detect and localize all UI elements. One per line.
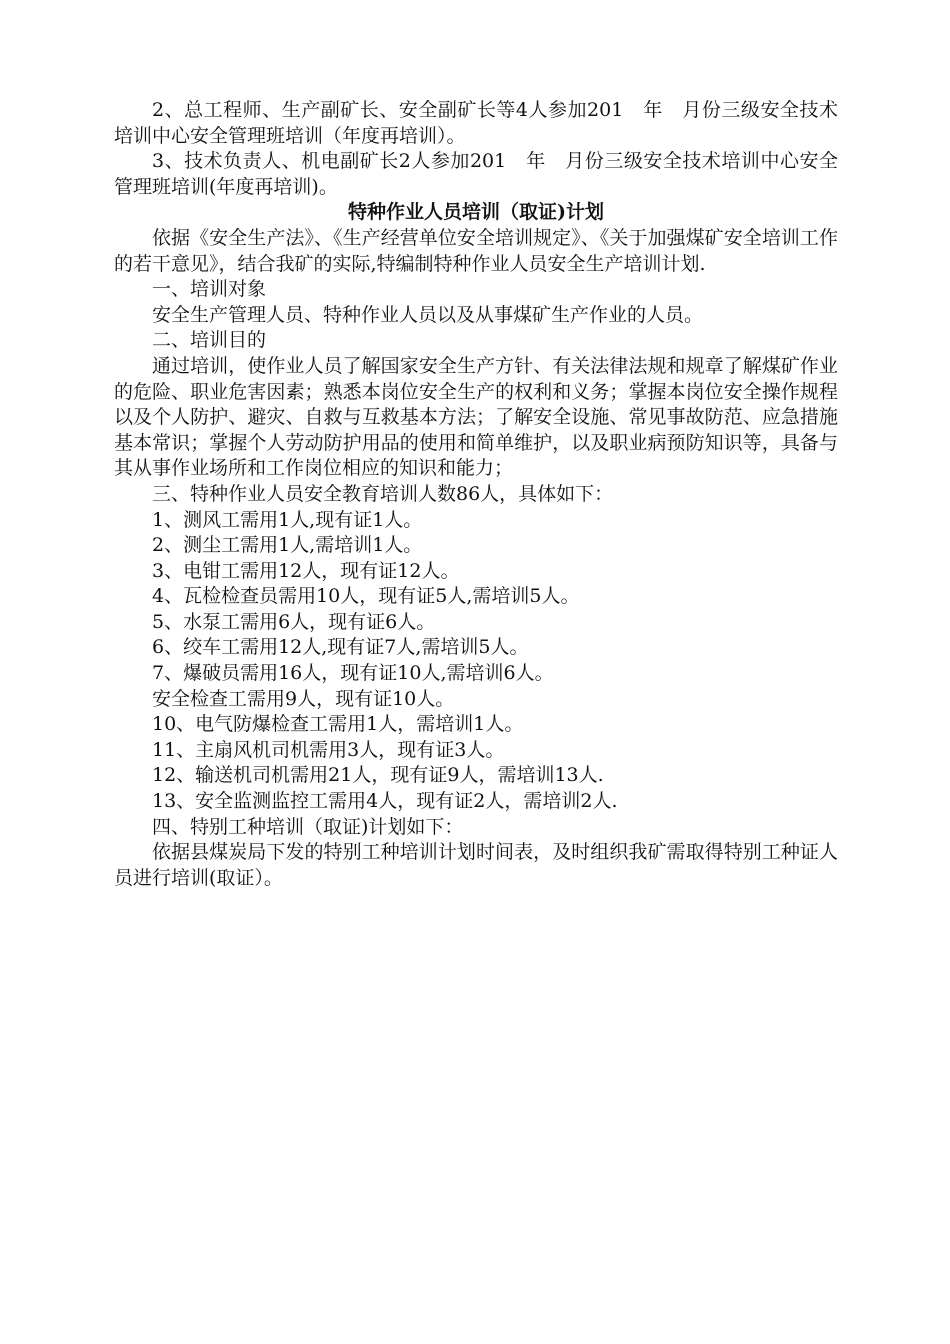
paragraph-item-3: 3、技术负责人、机电副矿长2人参加201 年 月份三级安全技术培训中心安全管理班培训(年度再培训)。 — [114, 150, 838, 198]
section1-heading: 一、培训对象 — [152, 278, 267, 301]
section2-heading: 二、培训目的 — [152, 329, 267, 352]
list-item: 10、电气防爆检查工需用1人，需培训1人。 — [152, 713, 524, 736]
section-title: 特种作业人员培训（取证)计划 — [348, 201, 604, 224]
intro-paragraph: 依据《安全生产法》、《生产经营单位安全培训规定》、《关于加强煤矿安全培训工作的若干意见》，结合我矿的实际,特编制特种作业人员安全生产培训计划. — [114, 226, 838, 275]
document-page — [114, 98, 838, 891]
section3-heading: 三、特种作业人员安全教育培训人数86人，具体如下： — [152, 482, 614, 505]
list-item: 2、测尘工需用1人,需培训1人。 — [152, 534, 423, 557]
list-item: 6、绞车工需用12人,现有证7人,需培训5人。 — [152, 636, 529, 659]
list-item: 4、瓦检检查员需用10人，现有证5人,需培训5人。 — [152, 585, 580, 608]
section4-body: 依据县煤炭局下发的特别工种培训计划时间表，及时组织我矿需取得特别工种证人员进行培训(取证）。 — [114, 841, 838, 889]
list-item: 7、爆破员需用16人，现有证10人,需培训6人。 — [152, 662, 554, 685]
section2-body: 通过培训，使作业人员了解国家安全生产方针、有关法律法规和规章了解煤矿作业的危险、职业危害因素；熟悉本岗位安全生产的权利和义务；掌握本岗位安全操作规程以及个人防护、避灾、自救与互救基本方法；了解安全设施、常见事故防范、应急措施基本常识；掌握个人劳动防护用品的使用和简单维护，以及职业病预防知识等，具备与其从事作业场所和工作岗位相应的知识和能力； — [114, 354, 838, 480]
list-item: 11、主扇风机司机需用3人，现有证3人。 — [152, 738, 505, 761]
list-item: 13、安全监测监控工需用4人，现有证2人，需培训2人. — [152, 790, 618, 813]
list-item: 3、电钳工需用12人，现有证12人。 — [152, 559, 460, 582]
list-item: 安全检查工需用9人，现有证10人。 — [152, 687, 455, 710]
section4-heading: 四、特别工种培训（取证)计划如下： — [152, 815, 464, 838]
paragraph-item-2: 2、总工程师、生产副矿长、安全副矿长等4人参加201 年 月份三级安全技术培训中心安全管理班培训（年度再培训）。 — [114, 99, 838, 147]
section1-body: 安全生产管理人员、特种作业人员以及从事煤矿生产作业的人员。 — [152, 303, 704, 326]
list-item: 1、测风工需用1人,现有证1人。 — [152, 508, 423, 531]
list-item: 12、输送机司机需用21人，现有证9人，需培训13人. — [152, 764, 604, 787]
list-item: 5、水泵工需用6人，现有证6人。 — [152, 610, 436, 633]
